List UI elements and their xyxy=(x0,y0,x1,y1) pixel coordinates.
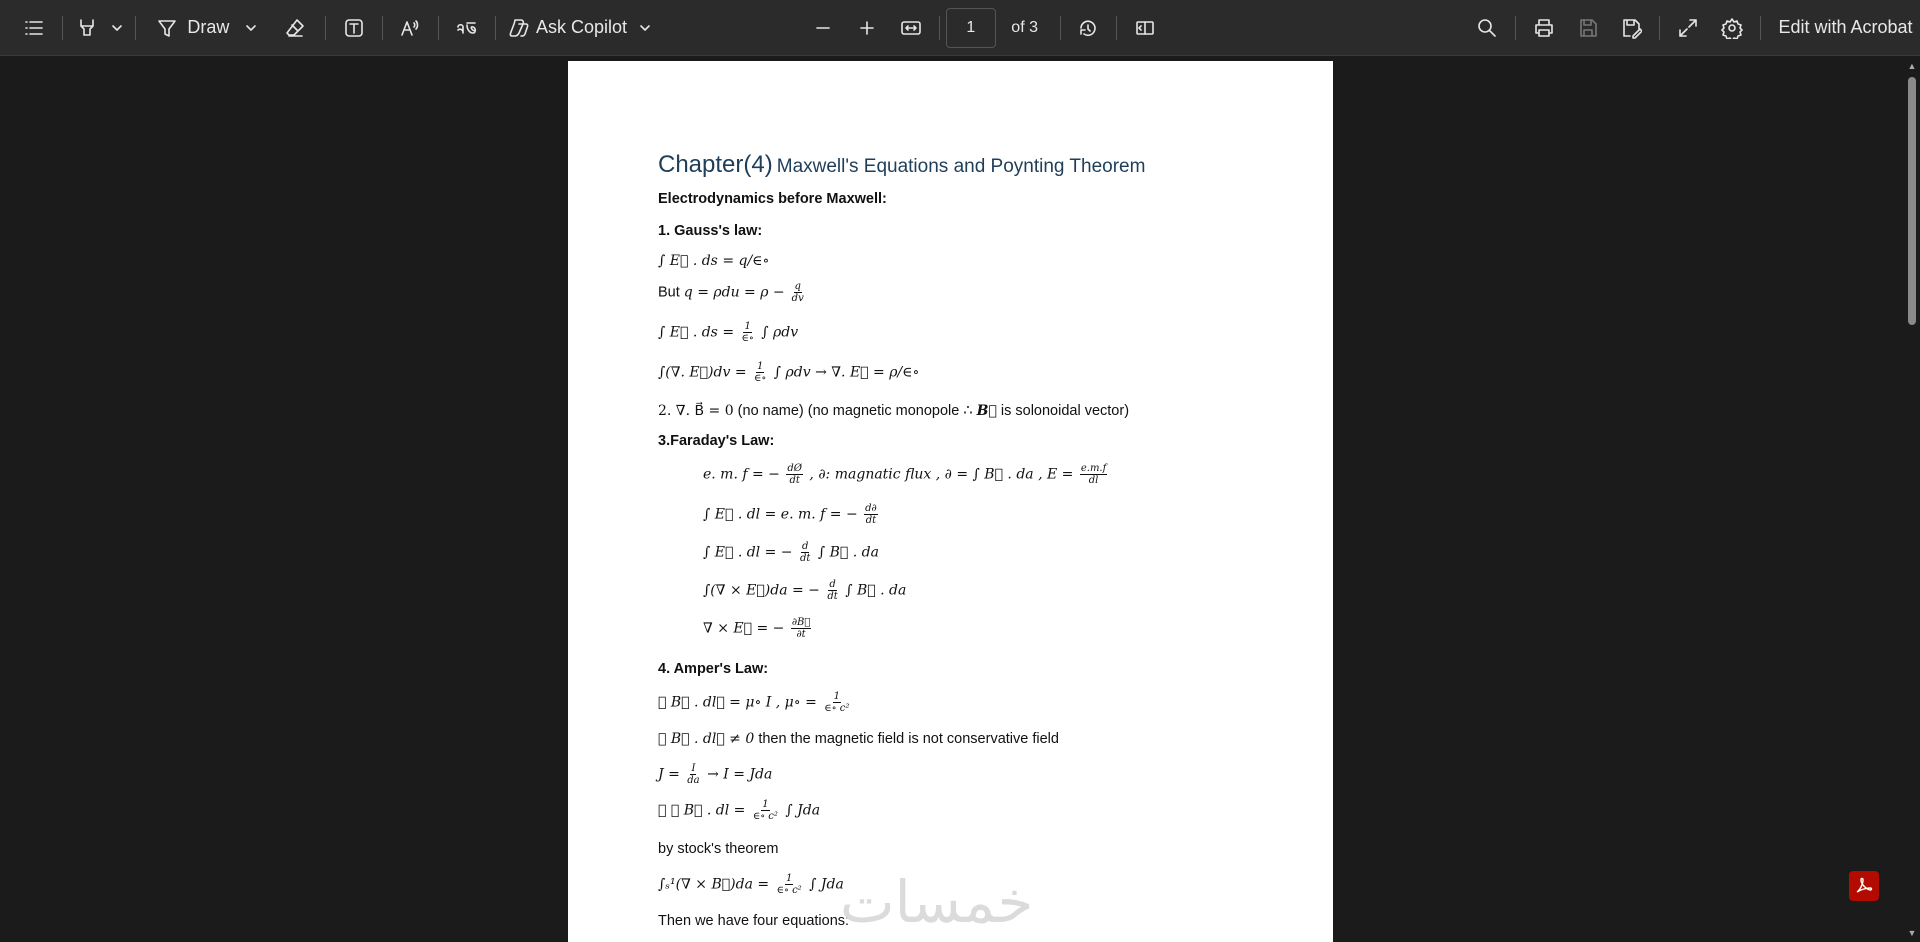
equation-text: (no name) (no magnetic monopole ∴ xyxy=(737,403,973,419)
equation-part: ∫ₛ¹(∇ × B⃗)da = xyxy=(658,876,770,893)
watermark: خمسات xyxy=(840,868,1034,936)
heading-ampere: 4. Amper's Law: xyxy=(658,661,769,677)
fullscreen-icon[interactable] xyxy=(1666,8,1710,48)
stokes-text: by stock's theorem xyxy=(658,841,779,857)
equation-faraday-2 xyxy=(703,503,880,526)
equation-ampere-2 xyxy=(658,731,1059,747)
fraction: $\frac{e.m.f}{dl}$ xyxy=(1080,463,1107,486)
fraction: $\frac{\partial B⃗}{\partial t}$ xyxy=(791,617,811,640)
copilot-icon[interactable] xyxy=(502,8,536,48)
equation-divergence-b xyxy=(658,403,1129,419)
draw-icon[interactable] xyxy=(148,8,188,48)
equation-part: ∮ B⃗ . dl⃗ ≠ 0 xyxy=(658,731,755,747)
fraction: $\frac{1}{\text{∈∘ c²}}$ xyxy=(776,873,802,896)
equation-part: ∫ E⃗ . ds = xyxy=(658,324,735,341)
divider xyxy=(135,16,136,40)
zoom-in-icon[interactable] xyxy=(845,8,889,48)
fraction: $\frac{1}{\in\circ}$ xyxy=(741,321,754,344)
divider xyxy=(1116,16,1117,40)
draw-button[interactable]: Draw xyxy=(187,17,230,37)
equation-part: ∫ B⃗ . da xyxy=(817,544,879,561)
divider xyxy=(325,16,326,40)
scroll-down-icon[interactable]: ▼ xyxy=(1907,928,1917,938)
page-number-input[interactable] xyxy=(946,8,996,48)
equation-text: then the magnetic field is not conservative field xyxy=(758,731,1059,747)
fraction: $\frac{d}{dt}$ xyxy=(799,541,811,564)
search-icon[interactable] xyxy=(1465,8,1509,48)
page-total: of 3 xyxy=(1011,18,1038,36)
equation-faraday-5 xyxy=(703,617,813,640)
equation-gauss-1: ∫ E⃗ . ds = q/∈∘ xyxy=(658,253,770,269)
print-icon[interactable] xyxy=(1522,8,1566,48)
equation-gauss-4 xyxy=(658,361,919,384)
equation-ampere-3 xyxy=(658,763,772,786)
save-as-icon[interactable] xyxy=(1609,8,1653,48)
fraction: $\frac{q}{dv}$ xyxy=(791,281,804,304)
fraction: $\frac{d}{dt}$ xyxy=(827,579,838,602)
equation-text: But xyxy=(658,284,680,301)
equation-part: ∫(∇ × E⃗)da = − xyxy=(703,582,820,599)
divider xyxy=(495,16,496,40)
contents-icon[interactable] xyxy=(12,8,56,48)
save-icon[interactable] xyxy=(1566,8,1610,48)
copilot-dropdown-icon[interactable] xyxy=(635,8,655,48)
eraser-icon[interactable] xyxy=(271,8,319,48)
ask-copilot-button[interactable]: Ask Copilot xyxy=(535,17,628,37)
equation-part: ∫ Jda xyxy=(785,802,821,819)
scrollbar-thumb[interactable] xyxy=(1908,77,1916,325)
equation-faraday-3 xyxy=(703,541,879,564)
fraction: $\frac{I}{da}$ xyxy=(687,763,700,786)
equation-faraday-4 xyxy=(703,579,906,602)
equation-part: , ∂: magnatic flux , ∂ = ∫ B⃗ . da , E = xyxy=(809,466,1074,483)
rotate-icon[interactable] xyxy=(1067,8,1111,48)
heading-faraday: 3.Faraday's Law: xyxy=(658,433,775,449)
equation-part: ∫ Jda xyxy=(809,876,844,893)
fraction: $\frac{d\partial}{dt}$ xyxy=(865,503,877,526)
equation-part: ∴ ∮ B⃗ . dl = xyxy=(658,802,746,819)
divider xyxy=(62,16,63,40)
equation-part: J = xyxy=(658,766,680,783)
page-title xyxy=(658,151,1145,179)
equation-part: ∇ × E⃗ = − xyxy=(703,620,785,637)
equation-part: e. m. f = − xyxy=(703,466,780,483)
equation-text: is solonoidal vector) xyxy=(1000,403,1130,419)
chapter-number: Chapter(4) xyxy=(658,151,773,178)
equation-gauss-3 xyxy=(658,321,798,344)
equation-ampere-5 xyxy=(658,873,844,896)
equation-part: ∫ B⃗ . da xyxy=(845,582,907,599)
chapter-title: Maxwell's Equations and Poynting Theorem xyxy=(776,156,1146,177)
fraction: $\frac{1}{\text{∈∘ c²}}$ xyxy=(752,799,778,822)
pdf-page xyxy=(568,61,1333,942)
equation-ampere-4 xyxy=(658,799,820,822)
page-view-icon[interactable] xyxy=(1123,8,1167,48)
divider xyxy=(939,16,940,40)
equation-ampere-1 xyxy=(658,691,852,714)
fit-width-icon[interactable] xyxy=(889,8,933,48)
divider xyxy=(1515,16,1516,40)
equation-part: ∫ ρdv xyxy=(761,324,799,341)
equation-part: ∫ E⃗ . dl = − xyxy=(703,544,793,561)
equation-part: ∫ E⃗ . dl = e. m. f = − xyxy=(703,506,858,523)
settings-icon[interactable] xyxy=(1710,8,1754,48)
heading-before-maxwell: Electrodynamics before Maxwell: xyxy=(658,191,887,207)
fraction: $\frac{1}{\in\circ}$ xyxy=(754,361,767,384)
equation-part: q = ρdu = ρ − xyxy=(683,284,785,301)
draw-dropdown-icon[interactable] xyxy=(239,8,263,48)
acrobat-icon[interactable] xyxy=(1849,871,1879,901)
document-viewer xyxy=(0,57,1920,942)
fraction: $\frac{1}{\text{∈∘ c²}}$ xyxy=(824,691,850,714)
vertical-scrollbar[interactable] xyxy=(1904,57,1920,942)
equation-part: B⃗ xyxy=(976,403,997,419)
read-aloud-icon[interactable] xyxy=(389,8,433,48)
four-equations-text: Then we have four equations: xyxy=(658,913,850,929)
translate-icon[interactable] xyxy=(445,8,489,48)
toolbar xyxy=(0,0,1920,56)
equation-part: ∫ ρdv → ∇. E⃗ = ρ/∈∘ xyxy=(773,364,920,381)
equation-part: ∫(∇. E⃗)dv = xyxy=(658,364,747,381)
highlight-icon[interactable] xyxy=(69,8,105,48)
highlight-dropdown-icon[interactable] xyxy=(105,8,129,48)
scroll-up-icon[interactable]: ▲ xyxy=(1907,61,1917,71)
divider xyxy=(1760,16,1761,40)
equation-part: → I = Jda xyxy=(707,766,773,783)
equation-gauss-2 xyxy=(658,281,807,304)
divider xyxy=(1659,16,1660,40)
divider xyxy=(382,16,383,40)
equation-part: 2. ∇. B⃗ = 0 xyxy=(658,403,734,419)
divider xyxy=(1060,16,1061,40)
textbox-icon[interactable] xyxy=(332,8,376,48)
divider xyxy=(438,16,439,40)
edit-with-acrobat-button[interactable]: Edit with Acrobat xyxy=(1778,17,1913,37)
equation-part: ∮ B⃗ . dl⃗ = μ∘ I , μ∘ = xyxy=(658,694,817,711)
equation-faraday-1 xyxy=(703,463,1109,486)
heading-gauss: 1. Gauss's law: xyxy=(658,223,763,239)
zoom-out-icon[interactable] xyxy=(801,8,845,48)
fraction: $\frac{dØ}{dt}$ xyxy=(787,463,802,486)
